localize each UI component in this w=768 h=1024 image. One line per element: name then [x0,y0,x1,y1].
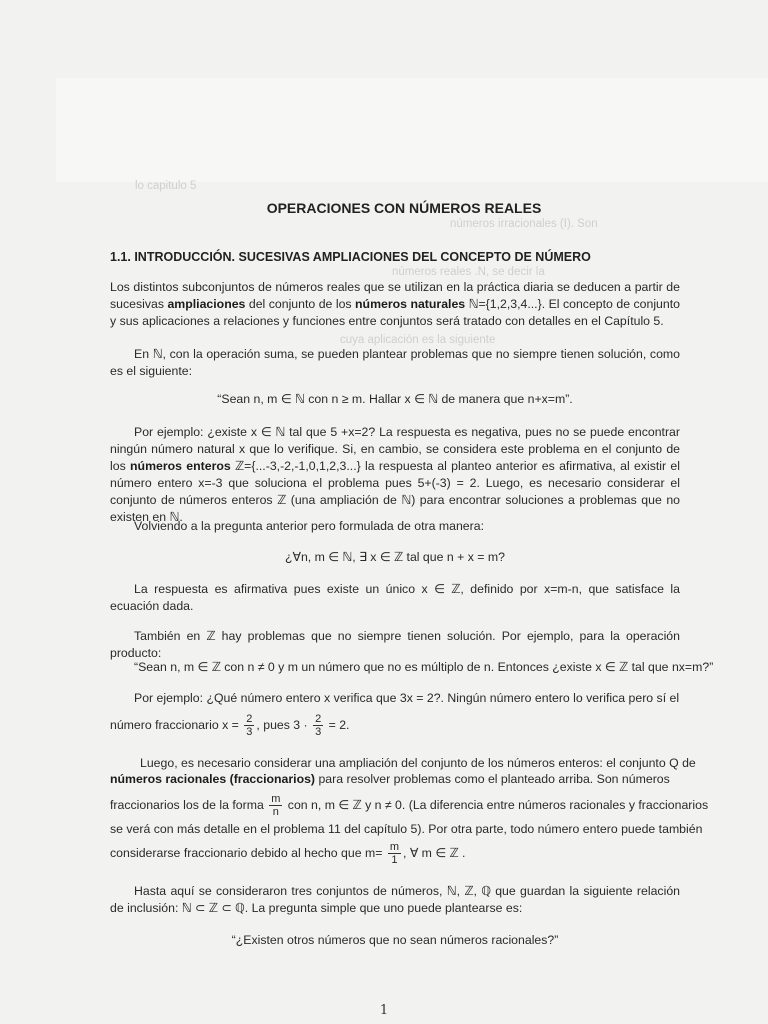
rationals-line-3: fraccionarios los de la forma $\frac{m}{n}$ con n, m ∈ ℤ y n ≠ 0. (La diferencia entre números racionales y fraccionarios [110,793,709,818]
question-irrationals: “¿Existen otros números que no sean números racionales?” [231,933,559,947]
paragraph-unique-solution: La respuesta es afirmativa pues existe un único x ∈ ℤ, definido por x=m-n, que satisface la ecuación dada. [110,582,680,613]
bleed-through-text: números irracionales (I). Son [450,218,598,230]
fraction-m-over-1: $\frac{m}{1}$ [389,841,399,866]
example-line-2: número fraccionario x = $\frac{2}{3}$ , pues 3 · $\frac{2}{3}$ = 2. [110,713,350,738]
bleed-through-text: lo capitulo 5 [135,180,197,192]
paragraph-integers: Por ejemplo: ¿existe x ∈ ℕ tal que 5 +x=2? La respuesta es negativa, pues no se puede encontrar ningún número natural x que lo verifique. Si, en cambio, se considera este problema en el conjunto de los números enteros ℤ={...-3,-2,-1,0,1,2,3...} la respuesta al planteo anterior es afirmativa, al existir el número entero x=-3 que soluciona el problema pues 5+(-3) = 2. Luego, es necesario considerar el conjunto de números enteros ℤ (una ampliación de ℕ) para encontrar soluciones a problemas que no existen en ℕ. [110,425,680,524]
question-integers: ¿∀n, m ∈ ℕ, ∃ x ∈ ℤ tal que n + x = m? [285,550,505,564]
fraction-two-thirds: $\frac{2}{3}$ [315,713,322,738]
bleed-through-text: números reales .N, se decir la [392,266,545,278]
rationals-line-2: números racionales (fraccionarios) para resolver problemas como el planteado arriba. Son números [110,772,670,786]
rationals-line-5: considerarse fraccionario debido al hecho que m= $\frac{m}{1}$ , ∀ m ∈ ℤ . [110,841,466,866]
example-line-1: Por ejemplo: ¿Qué número entero x verifica que 3x = 2?. Ningún número entero lo verifica pero sí el [134,691,680,705]
header-blank-area [56,78,768,182]
rationals-line-4: se verá con más detalle en el problema 11 del capítulo 5). Por otra parte, todo número entero puede también [110,822,703,836]
paragraph-three-sets: Hasta aquí se consideraron tres conjuntos de números, ℕ, ℤ, ℚ que guardan la siguiente relación de inclusión: ℕ ⊂ ℤ ⊂ ℚ. La pregunta simple que uno puede plantearse es: [110,884,680,915]
paragraph-intro: Los distintos subconjuntos de números reales que se utilizan en la práctica diaria se deducen a partir de sucesivas ampliaciones del conjunto de los números naturales ℕ={1,2,3,4...}. El concepto de conjunto y sus aplicaciones a relaciones y funciones entre conjuntos será tratado con detalles en el Capítulo 5. [110,280,680,328]
paragraph-reformulated: Volviendo a la pregunta anterior pero formulada de otra manera: [134,519,484,533]
page-title: OPERACIONES CON NÚMEROS REALES [266,200,542,216]
problem-statement-natural: “Sean n, m ∈ ℕ con n ≥ m. Hallar x ∈ ℕ de manera que n+x=m”. [217,392,573,406]
page-number: 1 [379,1003,389,1018]
fraction-two-thirds: $\frac{2}{3}$ [246,713,253,738]
fraction-m-over-n: $\frac{m}{n}$ [271,793,281,818]
problem-statement-product: “Sean n, m ∈ ℤ con n ≠ 0 y m un número que no es múltiplo de n. Entonces ¿existe x ∈ ℤ tal que nx=m?” [134,660,714,674]
section-heading: 1.1. INTRODUCCIÓN. SUCESIVAS AMPLIACIONES DEL CONCEPTO DE NÚMERO [110,250,591,264]
bleed-through-text: cuya aplicación es la siguiente [340,334,496,346]
rationals-line-1: Luego, es necesario considerar una ampliación del conjunto de los números enteros: el conjunto Q de [140,756,696,770]
paragraph-natural-sum: En ℕ, con la operación suma, se pueden plantear problemas que no siempre tienen solución, como es el siguiente: [110,347,680,378]
paragraph-product-problems: También en ℤ hay problemas que no siempre tienen solución. Por ejemplo, para la operación producto: [110,629,680,660]
